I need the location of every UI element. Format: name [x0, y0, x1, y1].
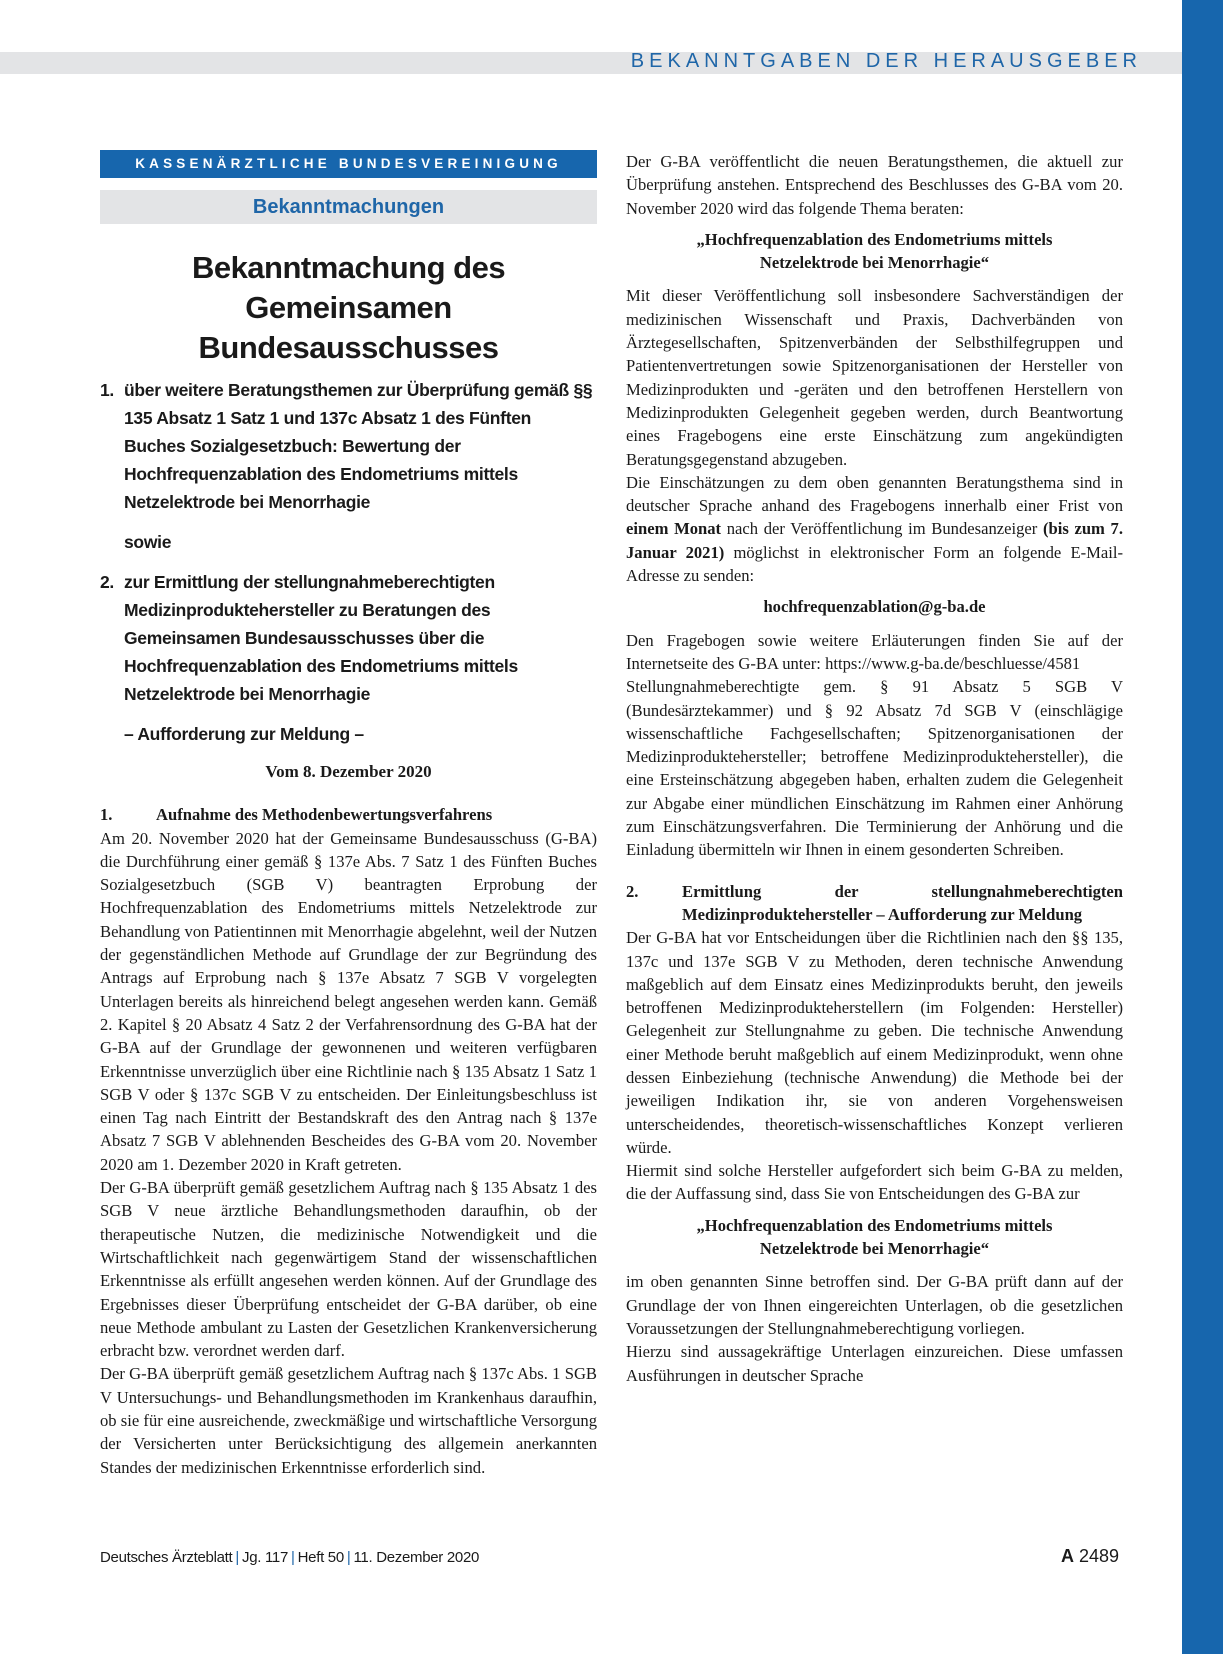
- section-1-heading: [100, 803, 597, 826]
- topic-line: Netzelektrode bei Menorrhagie“: [759, 1239, 990, 1259]
- paragraph: Mit dieser Veröffentlichung soll insbesondere Sachverständigen der medizinischen Wissenschaft und Praxis, Dachverbänden von Ärztegesellschaften, Spitzenverbänden der Selbsthilfegruppen und Patientenvertretungen sowie Spitzenorganisationen der Hersteller von Medizinprodukten und -geräten und den betroffenen Herstellern von Medizinprodukten Gelegenheit gegeben werden, durch Beantwortung eines Fragebogens eine erste Einschätzung zum angekündigten Beratungsgegenstand abzugeben.: [626, 286, 1123, 469]
- call-to-report: – Aufforderung zur Meldung –: [124, 724, 364, 744]
- side-color-bar: [1182, 0, 1223, 1654]
- section-label: BEKANNTGABEN DER HERAUSGEBER: [630, 50, 1142, 72]
- paragraph: Der G-BA überprüft gemäß gesetzlichem Auftrag nach § 137c Abs. 1 SGB V Untersuchungs- und Behandlungsmethoden im Krankenhaus daraufhin, ob sie für eine ausreichende, zweckmäßige und wirtschaftliche Versorgung der Versicherten unter Berücksichtigung des allgemein anerkannten Standes der medizinischen Erkenntnisse erforderlich sind.: [100, 1364, 597, 1477]
- title-line-2: Bundesausschusses: [198, 330, 499, 365]
- section-2-heading: [626, 880, 1123, 927]
- topic-line: „Hochfrequenzablation des Endometriums mittels: [696, 229, 1053, 249]
- paragraph: Den Fragebogen sowie weitere Erläuterungen finden Sie auf der Internetseite des G-BA unter: https://www.g-ba.de/beschluesse/4581: [626, 630, 1123, 673]
- left-column: [100, 150, 597, 1479]
- issue: Heft 50: [297, 1549, 344, 1566]
- separator: |: [291, 1549, 295, 1566]
- subtitle-block: [100, 376, 597, 748]
- issue-date: 11. Dezember 2020: [353, 1549, 480, 1566]
- text-run: Die Einschätzungen zu dem oben genannten Beratungsthema sind in deutscher Sprache anhand des Fragebogens innerhalb einer Frist von: [626, 472, 1123, 516]
- text-run: möglichst in elektronischer Form an folgende E-Mail-Adresse zu senden:: [626, 542, 1123, 586]
- paragraph: Hierzu sind aussagekräftige Unterlagen einzureichen. Diese umfassen Ausführungen in deutscher Sprache: [626, 1342, 1123, 1385]
- topic-title-1: [626, 228, 1123, 275]
- paragraph: Stellungnahmeberechtigte gem. § 91 Absatz 5 SGB V (Bundesärztekammer) und § 92 Absatz 7d SGB V (einschlägige wissenschaftliche Fachgesellschaften; Spitzenorganisationen der Medizinproduktehersteller; betroffene Medizinproduktehersteller), die eine Ersteinschätzung abgegeben haben, erhalten zudem die Gelegenheit zur Abgabe einer mündlichen Einschätzung im Rahmen einer Anhörung zum Einschätzungsverfahren. Die Terminierung der Anhörung und die Einladung übermitteln wir Ihnen in einem gesonderten Schreiben.: [626, 677, 1123, 860]
- right-column: [626, 150, 1123, 1387]
- topic-title-2: [626, 1214, 1123, 1261]
- page-value: 2489: [1078, 1546, 1119, 1566]
- separator: |: [346, 1549, 351, 1566]
- separator: |: [235, 1549, 240, 1566]
- footer-citation: [100, 1549, 479, 1566]
- header-bar: [0, 52, 1182, 74]
- subtitle-item-2: [100, 568, 597, 708]
- volume: Jg. 117: [242, 1549, 289, 1566]
- publication-date: Vom 8. Dezember 2020: [265, 762, 432, 781]
- paragraph: im oben genannten Sinne betroffen sind. Der G-BA prüft dann auf der Grundlage der von Ihnen eingereichten Unterlagen, ob die gesetzlichen Voraussetzungen der Stellungnahmeberechtigung vorliegen.: [626, 1272, 1123, 1338]
- item-number: 2.: [100, 572, 114, 592]
- page-prefix: A: [1060, 1546, 1074, 1566]
- sowie-text: sowie: [124, 532, 172, 552]
- topic-line: Netzelektrode bei Menorrhagie“: [759, 253, 990, 273]
- journal-name: Deutsches Ärzteblatt: [100, 1549, 233, 1566]
- page-number: [1061, 1546, 1119, 1567]
- item-text: über weitere Beratungsthemen zur Überprüfung gemäß §§ 135 Absatz 1 Satz 1 und 137c Absatz 1 des Fünften Buches Sozialgesetzbuch: Bewertung der Hochfrequenzablation des Endometriums mittels Netzelektrode bei Menorrhagie: [124, 380, 593, 512]
- section-number: 2.: [626, 881, 639, 901]
- email-address[interactable]: hochfrequenzablation@g-ba.de: [763, 597, 986, 617]
- paragraph: Der G-BA hat vor Entscheidungen über die Richtlinien nach den §§ 135, 137c und 137e SGB V zu Methoden, deren technische Anwendung maßgeblich auf dem Einsatz eines Medizinprodukts beruht, den jeweils betroffenen Medizinprodukteherstellern (im Folgenden: Hersteller) Gelegenheit zur Stellungnahme zu geben. Die technische Anwendung einer Methode beruht maßgeblich auf einem Medizinprodukt, wenn ohne dessen Einbeziehung (technische Anwendung) die Methode bei der jeweiligen Indikation ihr, sie von anderen Vorgehensweisen unterscheidendes, theoretisch-wissenschaftliches Konzept verlieren würde.: [626, 928, 1123, 1157]
- text-run: nach der Veröffentlichung im Bundesanzeiger: [721, 519, 1043, 539]
- page-title: [100, 248, 597, 368]
- category-label: Bekanntmachungen: [100, 190, 597, 224]
- item-number: 1.: [100, 380, 114, 400]
- section-title: Aufnahme des Methodenbewertungsverfahrens: [156, 805, 493, 825]
- paragraph-deadline: [626, 471, 1123, 587]
- subtitle-item-1: [100, 376, 597, 516]
- deadline-emphasis: einem Monat: [626, 519, 722, 539]
- section-title: Ermittlung der stellungnahmeberechtigten Medizinproduktehersteller – Aufforderung zur Meldung: [682, 881, 1123, 924]
- item-text: zur Ermittlung der stellungnahmeberechtigten Medizinproduktehersteller zu Beratungen des Gemeinsamen Bundesausschusses über die Hochfrequenzablation des Endometriums mittels Netzelektrode bei Menorrhagie: [124, 572, 518, 704]
- section-number: 1.: [100, 805, 113, 825]
- paragraph: Der G-BA überprüft gemäß gesetzlichem Auftrag nach § 135 Absatz 1 des SGB V neue ärztliche Behandlungsmethoden daraufhin, ob der therapeutische Nutzen, die medizinische Notwendigkeit und die Wirtschaftlichkeit nach gegenwärtigem Stand der wissenschaftlichen Erkenntnisse als erfüllt angesehen werden können. Auf der Grundlage des Ergebnisses dieser Überprüfung entscheidet der G-BA darüber, ob eine neue Methode ambulant zu Lasten der Gesetzlichen Krankenversicherung erbracht bzw. verordnet werden darf.: [100, 1178, 597, 1361]
- paragraph: Der G-BA veröffentlicht die neuen Beratungsthemen, die aktuell zur Überprüfung anstehen. Entsprechend des Beschlusses des G-BA vom 20. November 2020 wird das folgende Thema beraten:: [626, 152, 1123, 218]
- title-line-1: Bekanntmachung des Gemeinsamen: [191, 250, 506, 325]
- paragraph: Hiermit sind solche Hersteller aufgefordert sich beim G-BA zu melden, die der Auffassung sind, dass Sie von Entscheidungen des G-BA zur: [626, 1161, 1123, 1204]
- deadline-date: (bis zum 7. Januar 2021): [626, 519, 1123, 562]
- paragraph: Am 20. November 2020 hat der Gemeinsame Bundesausschuss (G-BA) die Durchführung einer gemäß § 137e Abs. 7 Satz 1 des Fünften Buches Sozialgesetzbuch (SGB V) beantragten Erprobung der Hochfrequenzablation des Endometriums mittels Netzelektrode zur Behandlung von Patientinnen mit Menorrhagie abgelehnt, weil der Nutzen der gegenständlichen Methode auf Grundlage der zur Begründung des Antrags auf Erprobung nach § 137e Absatz 7 SGB V vorgelegten Unterlagen bereits als hinreichend belegt angesehen werden kann. Gemäß 2. Kapitel § 20 Absatz 4 Satz 2 der Verfahrensordnung des G-BA hat der G-BA auf der Grundlage der gewonnenen und weiteren verfügbaren Erkenntnisse unverzüglich über eine Richtlinie nach § 135 Absatz 1 Satz 1 SGB V oder § 137c SGB V zu entscheiden. Der Einleitungsbeschluss ist einen Tag nach Eintritt der Bestandskraft des den Antrag nach § 137e Absatz 7 SGB V ablehnenden Bescheides des G-BA vom 20. November 2020 am 1. Dezember 2020 in Kraft getreten.: [100, 828, 597, 1174]
- org-label: KASSENÄRZTLICHE BUNDESVEREINIGUNG: [100, 150, 597, 178]
- topic-line: „Hochfrequenzablation des Endometriums mittels: [696, 1215, 1053, 1235]
